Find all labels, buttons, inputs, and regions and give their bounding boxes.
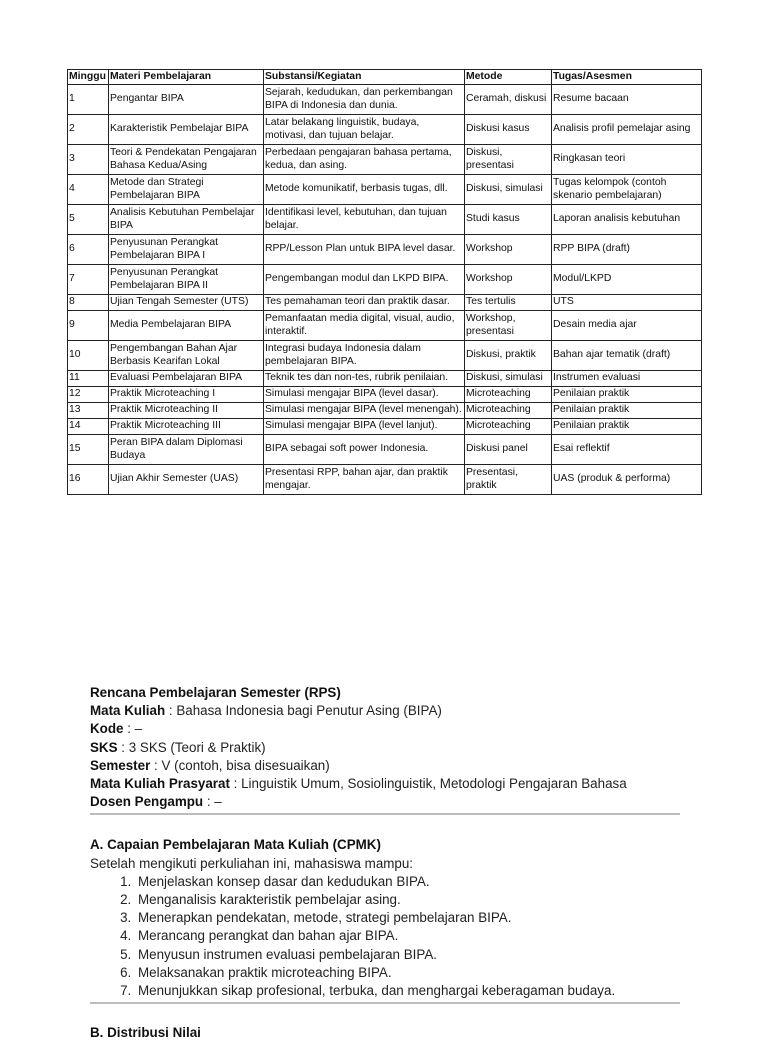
cell-substansi: Metode komunikatif, berbasis tugas, dll. (264, 175, 465, 205)
cell-minggu: 15 (68, 435, 109, 465)
rps-field-value: Linguistik Umum, Sosiolinguistik, Metodologi Pengajaran Bahasa (241, 776, 627, 792)
rps-field (90, 757, 680, 775)
rps-field-separator: : (117, 739, 129, 755)
cell-substansi: Simulasi mengajar BIPA (level menengah). (264, 403, 465, 419)
cell-materi: Analisis Kebutuhan Pembelajar BIPA (109, 205, 264, 235)
cpmk-item: 7. Menunjukkan sikap profesional, terbuka, dan menghargai keberagaman budaya. (135, 982, 680, 1000)
rps-field-label: Mata Kuliah (90, 703, 166, 719)
rps-field-label: Kode (90, 721, 124, 737)
cell-tugas: Modul/LKPD (552, 265, 702, 295)
cell-minggu: 5 (68, 205, 109, 235)
header-minggu: Minggu (68, 70, 109, 85)
cell-materi: Karakteristik Pembelajar BIPA (109, 115, 264, 145)
cell-materi: Ujian Akhir Semester (UAS) (109, 465, 264, 495)
header-substansi: Substansi/Kegiatan (264, 70, 465, 85)
cell-materi: Penyusunan Perangkat Pembelajaran BIPA II (109, 265, 264, 295)
rps-fields (90, 702, 680, 811)
cell-metode: Diskusi, praktik (465, 341, 552, 371)
cell-minggu: 16 (68, 465, 109, 495)
cell-substansi: Presentasi RPP, bahan ajar, dan praktik mengajar. (264, 465, 465, 495)
divider (90, 1002, 680, 1004)
cell-substansi: Simulasi mengajar BIPA (level dasar). (264, 387, 465, 403)
cell-minggu: 14 (68, 419, 109, 435)
cell-minggu: 8 (68, 295, 109, 311)
rps-field-label: SKS (90, 739, 118, 755)
cell-materi: Praktik Microteaching III (109, 419, 264, 435)
cell-minggu: 13 (68, 403, 109, 419)
cell-minggu: 12 (68, 387, 109, 403)
cpmk-item: 6. Melaksanakan praktik microteaching BIPA. (135, 964, 680, 982)
cell-substansi: Sejarah, kedudukan, dan perkembangan BIPA di Indonesia dan dunia. (264, 85, 465, 115)
rps-field-separator: : (123, 721, 135, 737)
cell-materi: Praktik Microteaching II (109, 403, 264, 419)
rps-field (90, 702, 680, 720)
table-row (68, 235, 702, 265)
cell-metode: Microteaching (465, 387, 552, 403)
table-header-row (68, 70, 702, 85)
rps-field-separator: : (165, 703, 177, 719)
cell-metode: Workshop, presentasi (465, 311, 552, 341)
section-b-heading: B. Distribusi Nilai (90, 1025, 201, 1041)
rps-field-value: V (contoh, bisa disesuaikan) (161, 757, 330, 773)
cpmk-item: 4. Merancang perangkat dan bahan ajar BIPA. (135, 927, 680, 945)
cell-materi: Peran BIPA dalam Diplomasi Budaya (109, 435, 264, 465)
rps-field (90, 793, 680, 811)
cell-metode: Diskusi kasus (465, 115, 552, 145)
cell-substansi: Pengembangan modul dan LKPD BIPA. (264, 265, 465, 295)
cell-tugas: Penilaian praktik (552, 387, 702, 403)
table-row (68, 465, 702, 495)
cpmk-list (90, 873, 680, 1000)
cell-tugas: Tugas kelompok (contoh skenario pembelajaran) (552, 175, 702, 205)
cell-metode: Workshop (465, 235, 552, 265)
cell-substansi: RPP/Lesson Plan untuk BIPA level dasar. (264, 235, 465, 265)
rps-title: Rencana Pembelajaran Semester (RPS) (90, 685, 341, 700)
table-row (68, 419, 702, 435)
table-row (68, 311, 702, 341)
cell-tugas: RPP BIPA (draft) (552, 235, 702, 265)
cell-materi: Ujian Tengah Semester (UTS) (109, 295, 264, 311)
cell-substansi: Simulasi mengajar BIPA (level lanjut). (264, 419, 465, 435)
table-row (68, 115, 702, 145)
cell-minggu: 9 (68, 311, 109, 341)
cell-metode: Ceramah, diskusi (465, 85, 552, 115)
cell-materi: Metode dan Strategi Pembelajaran BIPA (109, 175, 264, 205)
cpmk-item: 3. Menerapkan pendekatan, metode, strategi pembelajaran BIPA. (135, 909, 680, 927)
cell-materi: Pengembangan Bahan Ajar Berbasis Kearifan Lokal (109, 341, 264, 371)
cell-substansi: Teknik tes dan non-tes, rubrik penilaian. (264, 371, 465, 387)
cell-tugas: Resume bacaan (552, 85, 702, 115)
rps-field-label: Dosen Pengampu (90, 794, 204, 810)
cell-substansi: Perbedaan pengajaran bahasa pertama, kedua, dan asing. (264, 145, 465, 175)
cell-metode: Microteaching (465, 403, 552, 419)
cpmk-item: 2. Menganalisis karakteristik pembelajar asing. (135, 891, 680, 909)
table-row (68, 371, 702, 387)
cell-substansi: Tes pemahaman teori dan praktik dasar. (264, 295, 465, 311)
table-row (68, 341, 702, 371)
cell-tugas: Penilaian praktik (552, 403, 702, 419)
cell-substansi: Integrasi budaya Indonesia dalam pembelajaran BIPA. (264, 341, 465, 371)
cell-minggu: 11 (68, 371, 109, 387)
rps-field-value: Bahasa Indonesia bagi Penutur Asing (BIPA) (176, 703, 442, 719)
rps-document (90, 684, 680, 1042)
cell-materi: Praktik Microteaching I (109, 387, 264, 403)
table-row (68, 175, 702, 205)
rps-field-separator: : (203, 794, 215, 810)
rps-field-separator: : (150, 757, 162, 773)
rps-field (90, 739, 680, 757)
header-metode: Metode (465, 70, 552, 85)
cell-materi: Teori & Pendekatan Pengajaran Bahasa Kedua/Asing (109, 145, 264, 175)
cell-tugas: UTS (552, 295, 702, 311)
header-materi: Materi Pembelajaran (109, 70, 264, 85)
cpmk-item: 1. Menjelaskan konsep dasar dan kedudukan BIPA. (135, 873, 680, 891)
divider (90, 813, 680, 815)
table-row (68, 265, 702, 295)
cell-tugas: Instrumen evaluasi (552, 371, 702, 387)
rps-field-label: Semester (90, 757, 151, 773)
cell-minggu: 1 (68, 85, 109, 115)
cell-metode: Workshop (465, 265, 552, 295)
table-row (68, 145, 702, 175)
cell-metode: Diskusi panel (465, 435, 552, 465)
cell-metode: Studi kasus (465, 205, 552, 235)
cell-tugas: Esai reflektif (552, 435, 702, 465)
rps-field (90, 775, 680, 793)
cell-tugas: UAS (produk & performa) (552, 465, 702, 495)
cell-metode: Tes tertulis (465, 295, 552, 311)
table-row (68, 435, 702, 465)
cell-tugas: Analisis profil pemelajar asing (552, 115, 702, 145)
cell-minggu: 6 (68, 235, 109, 265)
cell-minggu: 2 (68, 115, 109, 145)
rps-field (90, 720, 680, 738)
cell-metode: Presentasi, praktik (465, 465, 552, 495)
header-tugas: Tugas/Asesmen (552, 70, 702, 85)
cell-tugas: Desain media ajar (552, 311, 702, 341)
rps-field-value: 3 SKS (Teori & Praktik) (128, 739, 266, 755)
cell-substansi: Latar belakang linguistik, budaya, motivasi, dan tujuan belajar. (264, 115, 465, 145)
cell-tugas: Penilaian praktik (552, 419, 702, 435)
cell-materi: Penyusunan Perangkat Pembelajaran BIPA I (109, 235, 264, 265)
cell-materi: Media Pembelajaran BIPA (109, 311, 264, 341)
cell-tugas: Bahan ajar tematik (draft) (552, 341, 702, 371)
cell-minggu: 10 (68, 341, 109, 371)
cell-metode: Diskusi, simulasi (465, 175, 552, 205)
cell-substansi: Pemanfaatan media digital, visual, audio, interaktif. (264, 311, 465, 341)
rps-field-separator: : (229, 776, 242, 792)
cell-minggu: 7 (68, 265, 109, 295)
cpmk-intro: Setelah mengikuti perkuliahan ini, mahasiswa mampu: (90, 855, 414, 871)
cpmk-item: 5. Menyusun instrumen evaluasi pembelajaran BIPA. (135, 946, 680, 964)
cell-materi: Pengantar BIPA (109, 85, 264, 115)
rps-field-value: – (214, 794, 222, 810)
cell-metode: Diskusi, presentasi (465, 145, 552, 175)
cell-minggu: 4 (68, 175, 109, 205)
table-row (68, 295, 702, 311)
cpmk-heading: A. Capaian Pembelajaran Mata Kuliah (CPMK) (90, 837, 381, 853)
cell-minggu: 3 (68, 145, 109, 175)
cell-metode: Diskusi, simulasi (465, 371, 552, 387)
table-row (68, 387, 702, 403)
schedule-table (67, 69, 702, 495)
cell-materi: Evaluasi Pembelajaran BIPA (109, 371, 264, 387)
cell-metode: Microteaching (465, 419, 552, 435)
table-row (68, 85, 702, 115)
cell-substansi: Identifikasi level, kebutuhan, dan tujuan belajar. (264, 205, 465, 235)
rps-field-label: Mata Kuliah Prasyarat (90, 776, 230, 792)
cell-tugas: Laporan analisis kebutuhan (552, 205, 702, 235)
rps-field-value: – (134, 721, 143, 737)
table-row (68, 403, 702, 419)
cell-tugas: Ringkasan teori (552, 145, 702, 175)
table-row (68, 205, 702, 235)
cell-substansi: BIPA sebagai soft power Indonesia. (264, 435, 465, 465)
